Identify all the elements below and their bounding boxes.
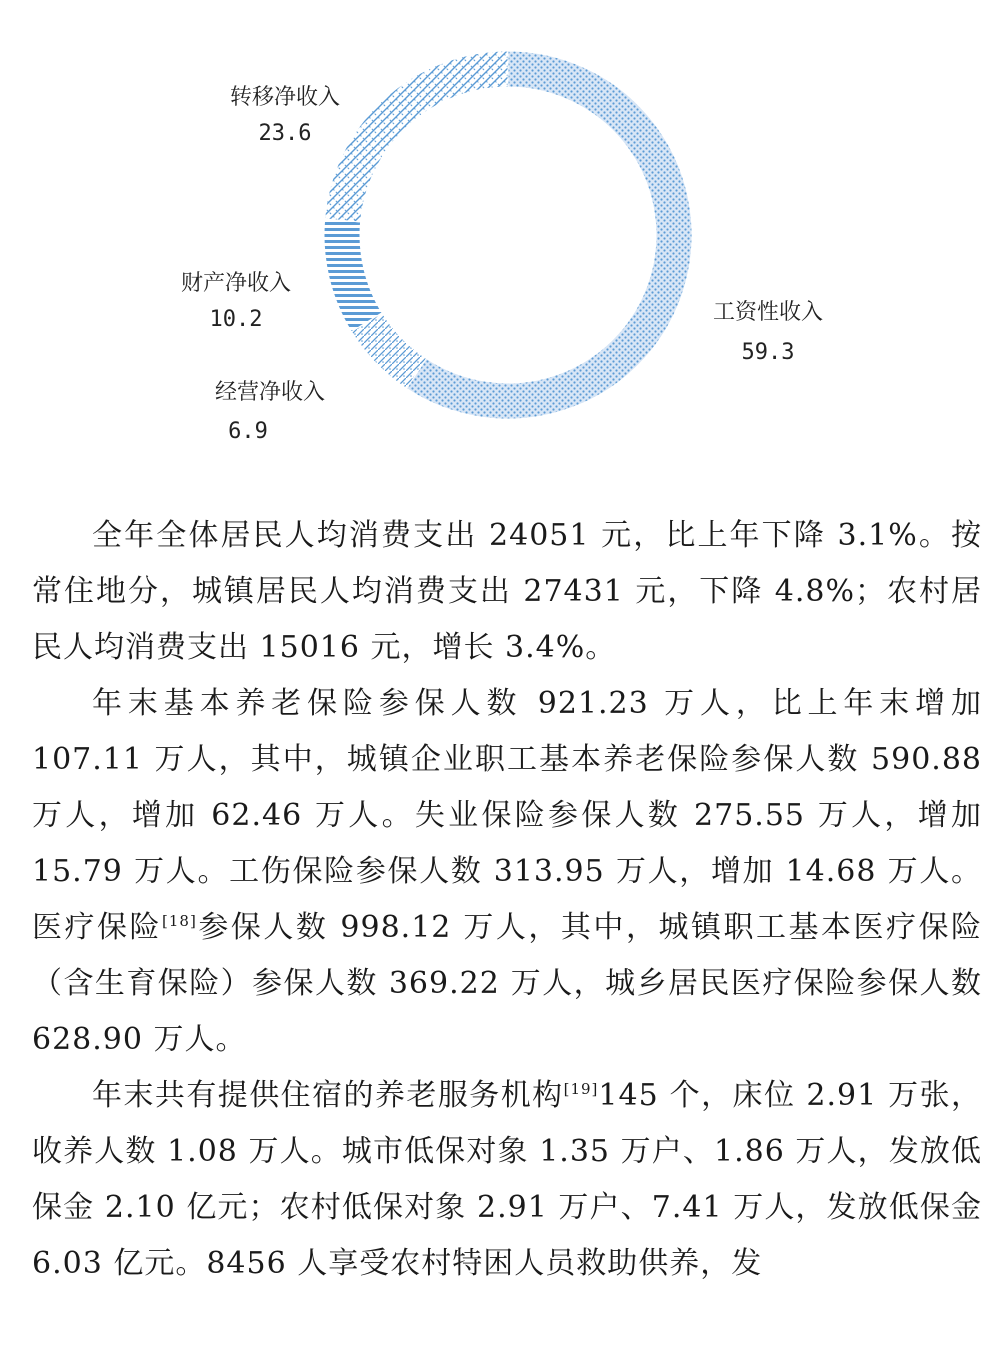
footnote-ref: [18] [162,912,197,930]
slice-value-1: 6.9 [228,419,268,444]
paragraph-text: 年末共有提供住宿的养老服务机构 [92,1078,564,1113]
income-donut-chart [0,0,1000,470]
paragraph-text: 145 个，床位 2.91 万张，收养人数 1.08 万人。城市低保对象 1.35 万户、1.86 万人，发放低保金 2.10 亿元；农村低保对象 2.91 万户、7.41 万人，发放低保金 6.03 亿元。8456 人享受农村特困人员救助供养，发 [32,1078,983,1281]
paragraph [32,508,982,676]
slice-value-2: 10.2 [209,307,263,332]
slice-label-1: 经营净收入 [214,380,326,405]
body-text [32,508,982,1292]
slice-label-0: 工资性收入 [712,300,824,325]
paragraph-text: 参保人数 998.12 万人，其中，城镇职工基本医疗保险（含生育保险）参保人数 369.22 万人，城乡居民医疗保险参保人数 628.90 万人。 [32,910,983,1057]
slice-label-2: 财产净收入 [180,271,292,296]
footnote-ref: [19] [563,1080,599,1098]
paragraph-text: 年末基本养老保险参保人数 921.23 万人，比上年末增加 107.11 万人，其中，城镇企业职工基本养老保险参保人数 590.88 万人，增加 62.46 万人。失业保险参保人数 275.55 万人，增加 15.79 万人。工伤保险参保人数 313.95 万人，增加 14.68 万人。医疗保险 [32,686,982,945]
paragraph [32,1068,982,1292]
paragraph-text: 全年全体居民人均消费支出 24051 元，比上年下降 3.1%。按常住地分，城镇居民人均消费支出 27431 元，下降 4.8%；农村居民人均消费支出 15016 元，增长 3.4%。 [32,518,982,665]
paragraph [32,676,982,1068]
donut-slice-2 [324,219,382,332]
donut-slice-3 [325,51,508,222]
donut-slice-0 [406,51,692,419]
slice-value-3: 23.6 [258,121,312,146]
slice-label-3: 转移净收入 [229,85,341,110]
slice-value-0: 59.3 [741,340,795,365]
